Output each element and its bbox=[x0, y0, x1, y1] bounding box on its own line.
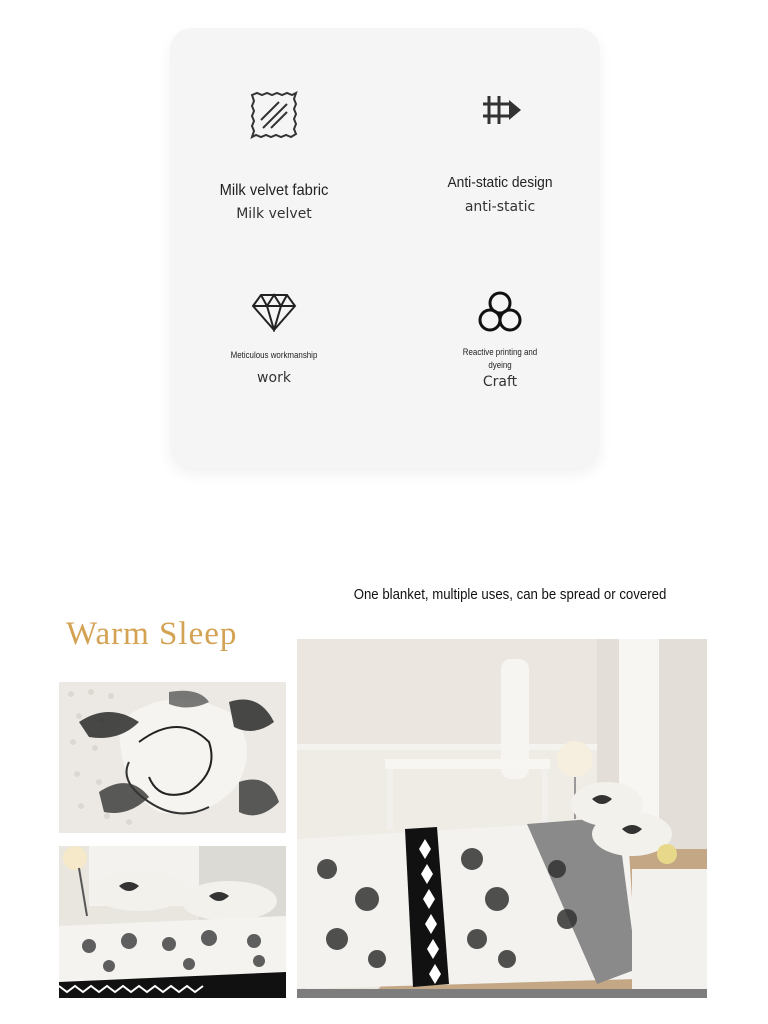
fabric-closeup-photo bbox=[59, 682, 286, 833]
feature-subtitle: Craft bbox=[482, 374, 518, 390]
feature-subtitle: work bbox=[257, 370, 291, 386]
feature-title: Anti-static design bbox=[447, 174, 553, 191]
feature-title: Meticulous workmanship bbox=[230, 350, 318, 360]
feature-subtitle: anti-static bbox=[464, 199, 536, 215]
feature-title: Milk velvet fabric bbox=[219, 182, 329, 199]
three-circles-icon bbox=[477, 290, 523, 334]
feature-subtitle: Milk velvet bbox=[236, 206, 312, 222]
feature-title: Reactive printing and dyeing bbox=[462, 347, 538, 370]
feature-workmanship bbox=[174, 292, 374, 386]
feature-milk-velvet bbox=[174, 90, 374, 222]
section-title: Warm Sleep bbox=[66, 616, 238, 652]
bedroom-photo-large bbox=[297, 639, 707, 998]
feature-anti-static bbox=[400, 90, 600, 215]
bed-photo-small bbox=[59, 846, 286, 998]
diamond-icon bbox=[251, 292, 297, 332]
anti-static-arrow-icon bbox=[475, 90, 525, 130]
fabric-swatch-icon bbox=[249, 90, 299, 140]
tagline: One blanket, multiple uses, can be spread or covered bbox=[353, 586, 667, 603]
feature-reactive-printing bbox=[400, 290, 600, 390]
